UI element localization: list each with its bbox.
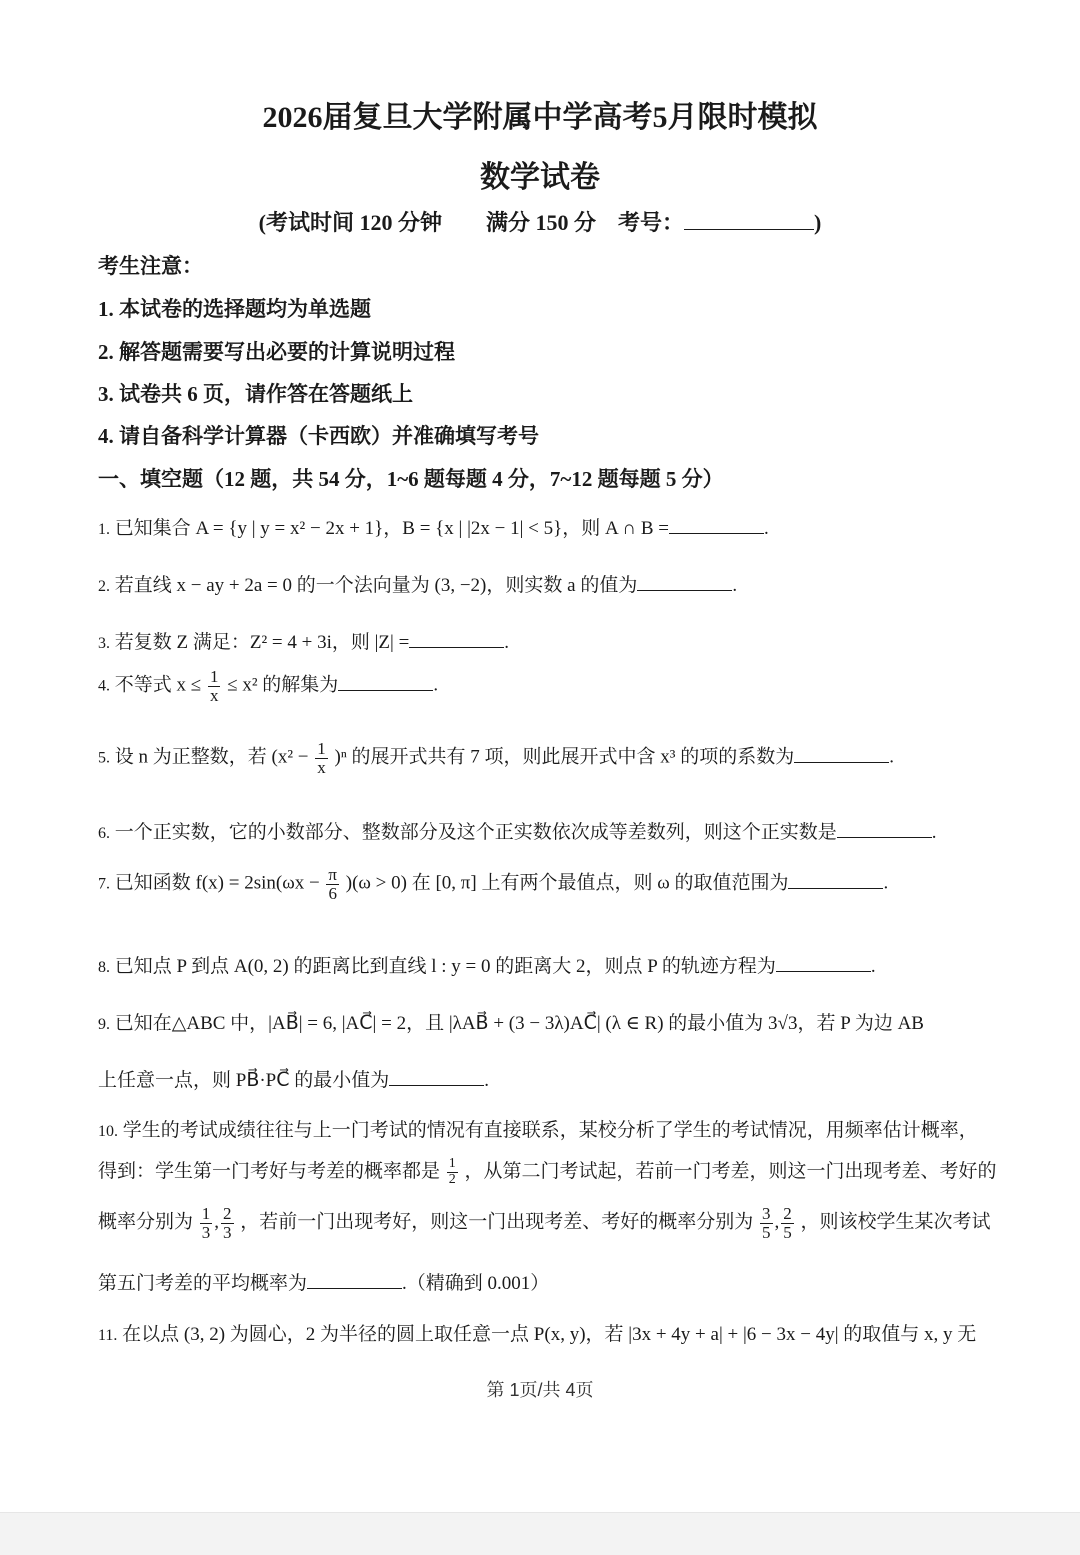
page-number: 第 1页/共 4页	[486, 1380, 594, 1400]
question-text: 第五门考差的平均概率为	[98, 1273, 308, 1294]
exam-number-blank	[684, 209, 814, 230]
question-text: 若复数 Z 满足：Z² = 4 + 3i，则 |Z| =	[114, 632, 410, 653]
question-text: 在以点 (3, 2) 为圆心，2 为半径的圆上取任意一点 P(x, y)，若 |3x + 4y + a| + |6 − 3x − 4y| 的取值与 x, y 无	[122, 1324, 977, 1345]
fraction-numerator: π	[328, 865, 338, 884]
question-text: ，若前一门出现考好，则这一门出现考差、考好的概率分别为	[240, 1211, 754, 1233]
question-text: ≤ x² 的解集为	[227, 674, 339, 696]
question-number: 8.	[98, 959, 110, 976]
section-heading: 一、填空题（12 题，共 54 分，1~6 题每题 4 分，7~12 题每题 5 分）	[98, 467, 724, 491]
question-8	[98, 951, 984, 978]
question-number: 6.	[98, 825, 110, 842]
fraction-numerator: 1	[201, 1204, 211, 1223]
question-5	[98, 740, 984, 777]
fraction-numerator: 1	[209, 667, 219, 686]
notice-item: 3. 试卷共 6 页，请作答在答题纸上	[98, 382, 413, 406]
answer-blank	[794, 746, 889, 763]
question-1	[98, 513, 984, 540]
question-text: 概率分别为	[98, 1211, 194, 1233]
question-text: 若直线 x − ay + 2a = 0 的一个法向量为 (3, −2)，则实数 a 的值为	[114, 575, 638, 596]
fraction-numerator: 1	[448, 1156, 456, 1172]
fraction-denominator: 5	[762, 1222, 771, 1242]
fraction	[447, 1157, 458, 1187]
question-end: .	[870, 956, 876, 977]
fraction-denominator: 5	[783, 1222, 792, 1242]
question-end: .	[931, 822, 937, 843]
answer-blank	[637, 574, 732, 591]
fraction	[200, 1205, 213, 1242]
question-number: 4.	[98, 677, 110, 695]
question-7	[98, 866, 984, 903]
question-end: .	[433, 674, 439, 696]
question-text: 设 n 为正整数，若 (x² −	[114, 746, 309, 768]
fraction-numerator: 3	[762, 1204, 771, 1223]
answer-blank	[389, 1069, 484, 1086]
question-end: .	[764, 518, 769, 539]
question-number: 7.	[98, 875, 110, 893]
fraction-numerator: 2	[783, 1204, 792, 1223]
question-text: 得到：学生第一门考好与考差的概率都是	[98, 1161, 441, 1182]
answer-blank	[669, 517, 764, 534]
fraction-denominator: 2	[448, 1172, 456, 1188]
fraction-separator: ,	[214, 1211, 220, 1233]
question-number: 11.	[98, 1327, 118, 1344]
question-10	[98, 1115, 984, 1142]
exam-subtitle: 数学试卷	[480, 161, 600, 194]
question-end: .	[883, 872, 889, 894]
question-10-line-3	[98, 1204, 991, 1242]
question-6	[98, 817, 984, 844]
question-text: )ⁿ 的展开式共有 7 项，则此展开式中含 x³ 的项的系数为	[334, 746, 795, 768]
question-number: 9.	[98, 1016, 110, 1033]
question-text: ，则该校学生某次考试	[800, 1211, 991, 1233]
fraction	[760, 1205, 773, 1242]
notice-item: 2. 解答题需要写出必要的计算说明过程	[98, 340, 455, 364]
question-9-continued	[98, 1065, 984, 1092]
question-text: 一个正实数，它的小数部分、整数部分及这个正实数依次成等差数列，则这个正实数是	[114, 822, 837, 843]
question-text: 已知函数 f(x) = 2sin(ωx −	[114, 872, 320, 894]
fraction-denominator: x	[317, 757, 326, 777]
question-11	[98, 1319, 984, 1346]
question-3	[98, 627, 984, 654]
exam-info	[0, 206, 1080, 237]
question-text: 不等式 x ≤	[114, 674, 202, 696]
notice-item: 1. 本试卷的选择题均为单选题	[98, 297, 371, 321]
fraction-denominator: 3	[201, 1222, 211, 1242]
answer-blank	[788, 872, 883, 889]
question-number: 2.	[98, 578, 110, 595]
question-2	[98, 570, 984, 597]
answer-blank	[837, 821, 932, 838]
question-end: .	[504, 632, 510, 653]
question-number: 5.	[98, 749, 110, 767]
fraction-separator: ,	[774, 1211, 780, 1233]
answer-blank	[307, 1272, 402, 1289]
question-text: 已知点 P 到点 A(0, 2) 的距离比到直线 l : y = 0 的距离大 2，则点 P 的轨迹方程为	[114, 956, 776, 977]
fraction-denominator: 6	[328, 883, 337, 903]
fraction	[326, 866, 339, 903]
question-text: 上任意一点，则 PB⃗·PC⃗ 的最小值为	[98, 1070, 390, 1091]
question-10-line-2	[98, 1156, 997, 1188]
question-10-line-4	[98, 1268, 984, 1295]
fraction	[315, 740, 328, 777]
question-9	[98, 1008, 984, 1035]
answer-blank	[338, 674, 433, 691]
question-text: .（精确到 0.001）	[402, 1273, 550, 1294]
fraction-numerator: 1	[317, 739, 326, 758]
notice-item: 4. 请自备科学计算器（卡西欧）并准确填写考号	[98, 424, 539, 448]
question-end: .	[484, 1070, 490, 1091]
question-text: ，从第二门考试起，若前一门考差，则这一门出现考差、考好的	[464, 1161, 997, 1182]
exam-info-close: )	[814, 210, 822, 235]
exam-info-text: (考试时间 120 分钟 满分 150 分 考号：	[258, 210, 684, 235]
question-number: 10.	[98, 1123, 118, 1140]
question-text: 已知集合 A = {y | y = x² − 2x + 1}，B = {x | |2x − 1| < 5}，则 A ∩ B =	[114, 518, 670, 539]
notice-heading: 考生注意：	[98, 254, 203, 278]
question-4	[98, 668, 984, 705]
question-end: .	[732, 575, 738, 596]
fraction	[208, 668, 221, 705]
answer-blank	[409, 631, 504, 648]
question-text: 已知在△ABC 中，|AB⃗| = 6, |AC⃗| = 2，且 |λAB⃗ + (3 − 3λ)AC⃗| (λ ∈ R) 的最小值为 3√3，若 P 为边 AB	[114, 1013, 924, 1034]
question-text: )(ω > 0) 在 [0, π] 上有两个最值点，则 ω 的取值范围为	[345, 872, 789, 894]
fraction-denominator: 3	[223, 1222, 232, 1242]
question-end: .	[889, 746, 895, 768]
fraction-denominator: x	[209, 685, 219, 705]
question-text: 学生的考试成绩往往与上一门考试的情况有直接联系，某校分析了学生的考试情况，用频率估计概率，	[122, 1120, 978, 1141]
answer-blank	[776, 955, 871, 972]
fraction	[781, 1205, 794, 1242]
fraction	[221, 1205, 234, 1242]
fraction-numerator: 2	[223, 1204, 232, 1223]
page-gap	[0, 1512, 1080, 1555]
question-number: 1.	[98, 521, 110, 538]
exam-title: 2026届复旦大学附属中学高考5月限时模拟	[262, 101, 818, 134]
question-number: 3.	[98, 635, 110, 652]
